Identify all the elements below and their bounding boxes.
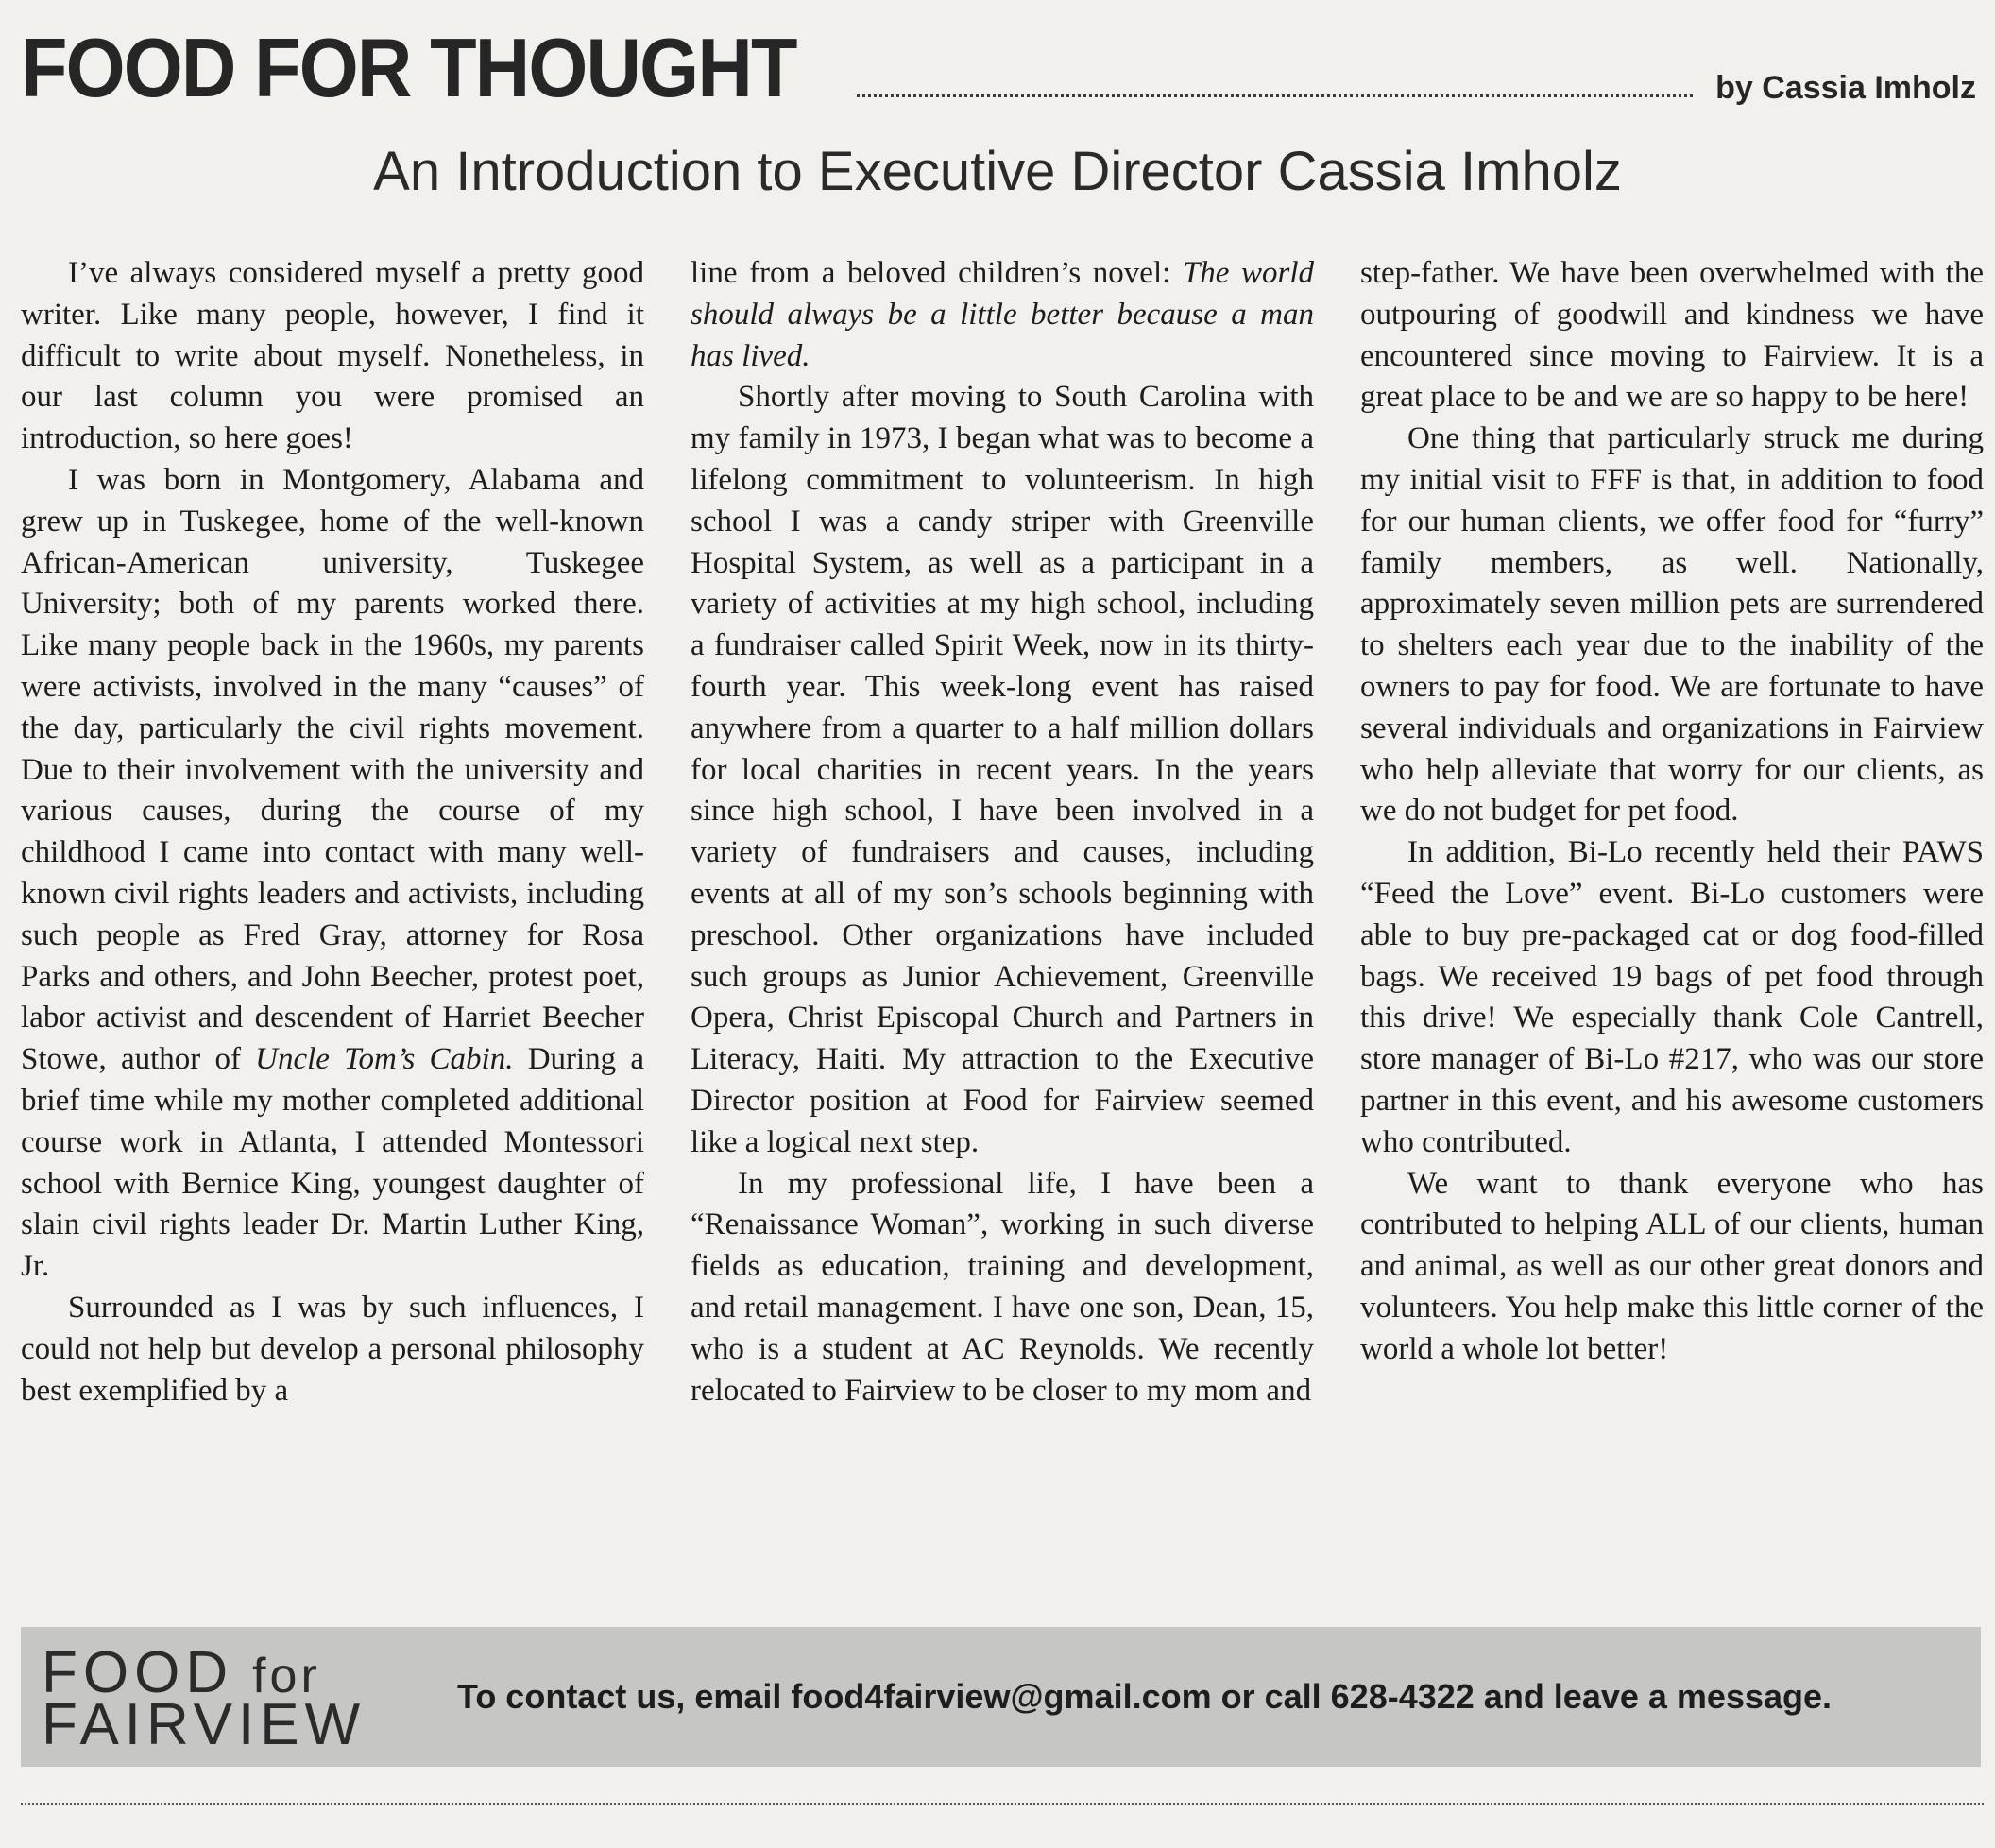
quotation: The world should always be a little better because a man has lived. <box>691 256 1314 373</box>
paragraph <box>691 253 1314 377</box>
contact-footer <box>21 1627 1981 1767</box>
dotted-leader <box>857 94 1693 97</box>
paragraph: One thing that particularly struck me during my initial visit to FFF is that, in addition to food for our human clients, we offer food for “furry” family members, as well. Nationally, approximately seven million pets are surrendered to shelters each year due to the inability of the owners to pay for food. We are fortunate to have several individuals and organizations in Fairview who help alleviate that worry for our clients, as we do not budget for pet food. <box>1360 421 1984 829</box>
article-column-2 <box>691 253 1314 1585</box>
paragraph: Shortly after moving to South Carolina with my family in 1973, I began what was to become a lifelong commitment to volunteerism. In high school I was a candy striper with Greenville Hospital System, as well as a participant in a variety of activities at my high school, including a fundraiser called Spirit Week, now in its thirty-fourth year. This week-long event has raised anywhere from a quarter to a half million dollars for local charities in recent years. In the years since high school, I have been involved in a variety of fundraisers and causes, including events at all of my son’s schools beginning with preschool. Other organizations have included such groups as Junior Achievement, Greenville Opera, Christ Episcopal Church and Partners in Literacy, Haiti. My attraction to the Executive Director position at Food for Fairview seemed like a logical next step. <box>691 380 1314 1159</box>
bottom-rule <box>21 1803 1984 1805</box>
logo-line-2: FAIRVIEW <box>42 1692 367 1757</box>
paragraph: In my professional life, I have been a “Renaissance Woman”, working in such diverse fields as education, training and development, and retail management. I have one son, Dean, 15, who is a student at AC Reynolds. We recently relocated to Fairview to be closer to my mom and <box>691 1166 1314 1408</box>
article-column-3 <box>1360 253 1984 1585</box>
article-column-1 <box>21 253 644 1585</box>
article-headline: An Introduction to Executive Director Cassia Imholz <box>373 141 1622 202</box>
paragraph <box>21 460 644 1288</box>
byline: by Cassia Imholz <box>1715 70 1976 106</box>
book-title: Uncle Tom’s Cabin. <box>255 1042 514 1077</box>
paragraph: Surrounded as I was by such influences, I could not help but develop a personal philosophy best exemplified by a <box>21 1290 644 1408</box>
paragraph-text: I was born in Montgomery, Alabama and grew up in Tuskegee, home of the well-known African-American university, Tuskegee University; both of my parents worked there. Like many people back in the 1960s, my parents were activists, involved in the many “causes” of the day, particularly the civil rights movement. Due to their involvement with the university and various causes, during the course of my childhood I came into contact with many well-known civil rights leaders and activists, including such people as Fred Gray, attorney for Rosa Parks and others, and John Beecher, protest poet, labor activist and descendent of Harriet Beecher Stowe, author of <box>21 462 644 1077</box>
article-body <box>21 253 1984 1585</box>
food-for-fairview-logo <box>42 1640 419 1757</box>
paragraph: In addition, Bi-Lo recently held their PAWS “Feed the Love” event. Bi-Lo customers were able to buy pre-packaged cat or dog food-filled bags. We received 19 bags of pet food through this drive! We especially thank Cole Cantrell, store manager of Bi-Lo #217, who was our store partner in this event, and his awesome customers who contributed. <box>1360 835 1984 1159</box>
column-header <box>21 21 1976 115</box>
paragraph-text: During a brief time while my mother completed additional course work in Atlanta, I attended Montessori school with Bernice King, youngest daughter of slain civil rights leader Dr. Martin Luther King, Jr. <box>21 1042 644 1284</box>
paragraph: step-father. We have been overwhelmed with the outpouring of goodwill and kindness we have encountered since moving to Fairview. It is a great place to be and we are so happy to be here! <box>1360 256 1984 415</box>
paragraph-text: line from a beloved children’s novel: <box>691 256 1171 290</box>
paragraph: We want to thank everyone who has contributed to helping ALL of our clients, human and animal, as well as our other great donors and volunteers. You help make this little corner of the world a whole lot better! <box>1360 1166 1984 1366</box>
column-name: FOOD FOR THOUGHT <box>21 21 796 114</box>
logo-line-1: FOOD for <box>42 1640 321 1705</box>
contact-line: To contact us, email food4fairview@gmail.com or call 628-4322 and leave a message. <box>457 1677 1833 1716</box>
paragraph: I’ve always considered myself a pretty good writer. Like many people, however, I find it difficult to write about myself. Nonetheless, in our last column you were promised an introduction, so here goes! <box>21 256 644 456</box>
